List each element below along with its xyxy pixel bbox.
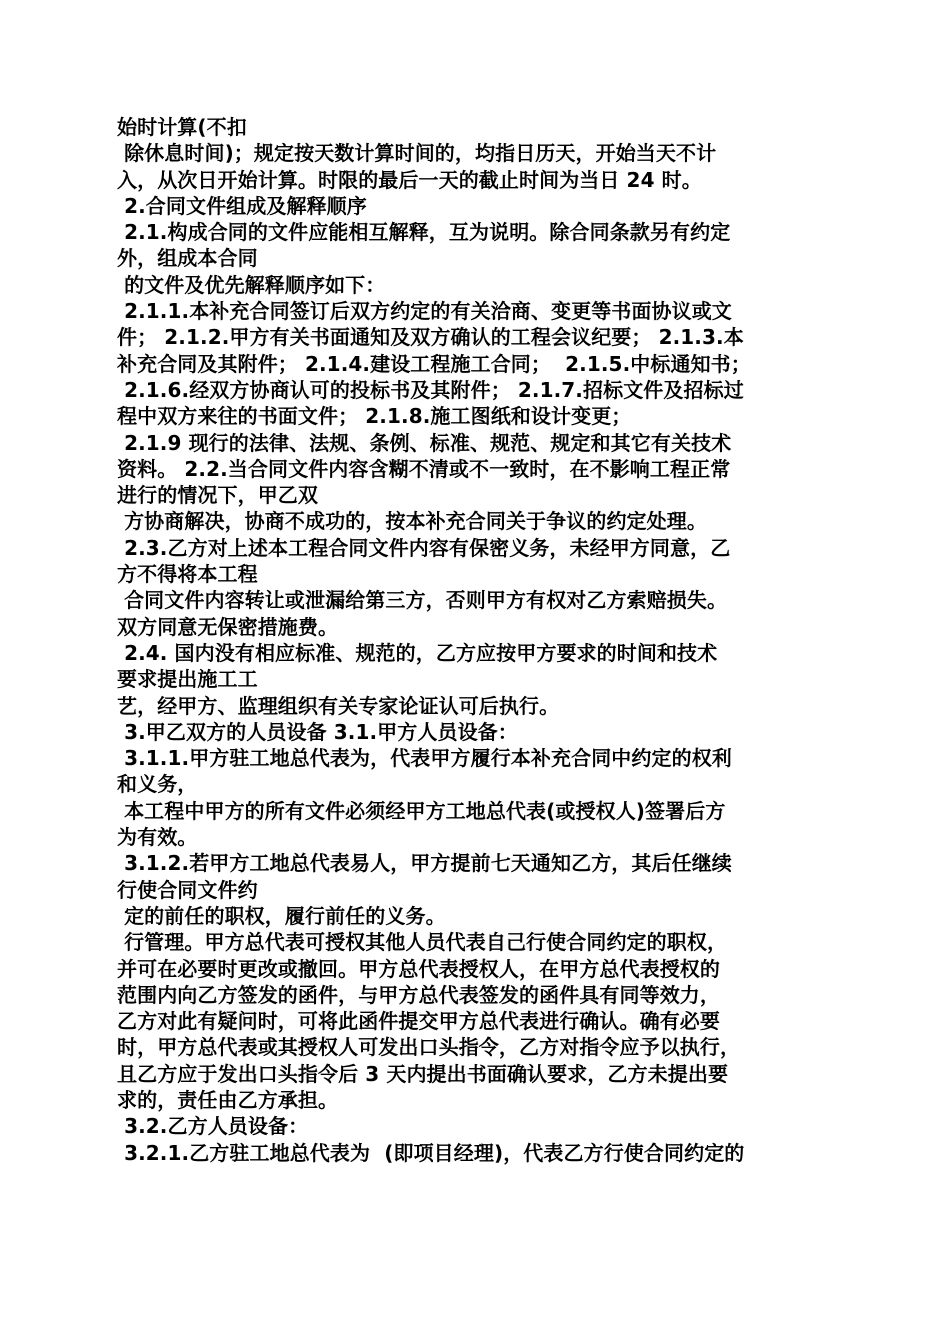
text-line: 除休息时间)；规定按天数计算时间的，均指日历天，开始当天不计 — [117, 141, 717, 166]
text-line: 进行的情况下，甲乙双 — [117, 483, 318, 508]
text-line: 入，从次日开始计算。时限的最后一天的截止时间为当日 24 时。 — [117, 167, 702, 192]
text-line: 艺，经甲方、监理组织有关专家论证认可后执行。 — [117, 693, 560, 718]
text-line: 和义务， — [117, 772, 198, 797]
text-line: 行使合同文件约 — [117, 877, 258, 902]
text-line: 并可在必要时更改或撤回。甲方总代表授权人，在甲方总代表授权的 — [117, 956, 720, 981]
text-line: 2.1.1.本补充合同签订后双方约定的有关洽商、变更等书面协议或文 — [117, 299, 732, 324]
text-line: 件； 2.1.2.甲方有关书面通知及双方确认的工程会议纪要； 2.1.3.本 — [117, 325, 744, 350]
text-line: 合同文件内容转让或泄漏给第三方，否则甲方有权对乙方索赔损失。 — [117, 588, 728, 613]
text-line: 始时计算(不扣 — [117, 115, 247, 139]
text-line: 3.2.乙方人员设备： — [117, 1114, 309, 1139]
text-line: 2.4. 国内没有相应标准、规范的，乙方应按甲方要求的时间和技术 — [117, 640, 718, 665]
text-line: 定的前任的职权，履行前任的义务。 — [117, 903, 446, 928]
text-line: 方不得将本工程 — [117, 562, 258, 587]
text-line: 本工程中甲方的所有文件必须经甲方工地总代表(或授权人)签署后方 — [117, 798, 726, 823]
text-line: 2.1.构成合同的文件应能相互解释，互为说明。除合同条款另有约定 — [117, 220, 731, 245]
text-line: 双方同意无保密措施费。 — [117, 614, 339, 639]
text-line: 3.甲乙双方的人员设备 3.1.甲方人员设备： — [117, 719, 518, 744]
text-line: 要求提出施工工 — [117, 667, 258, 692]
text-line: 乙方对此有疑问时，可将此函件提交甲方总代表进行确认。确有必要 — [117, 1009, 720, 1034]
text-line: 且乙方应于发出口头指令后 3 天内提出书面确认要求，乙方未提出要 — [117, 1061, 729, 1086]
text-line: 2.合同文件组成及解释顺序 — [117, 193, 367, 218]
text-line: 行管理。甲方总代表可授权其他人员代表自己行使合同约定的职权， — [117, 930, 728, 955]
text-line: 3.1.2.若甲方工地总代表易人，甲方提前七天通知乙方，其后任继续 — [117, 851, 732, 876]
text-line: 3.1.1.甲方驻工地总代表为，代表甲方履行本补充合同中约定的权利 — [117, 746, 732, 771]
text-line: 3.2.1.乙方驻工地总代表为 (即项目经理)，代表乙方行使合同约定的 — [117, 1140, 745, 1165]
text-line: 外，组成本合同 — [117, 246, 258, 271]
text-line: 补充合同及其附件； 2.1.4.建设工程施工合同； 2.1.5.中标通知书； — [117, 351, 751, 376]
text-line: 范围内向乙方签发的函件，与甲方总代表签发的函件具有同等效力， — [117, 982, 720, 1007]
text-line: 程中双方来往的书面文件； 2.1.8.施工图纸和设计变更； — [117, 404, 632, 429]
text-line: 为有效。 — [117, 825, 198, 850]
text-line: 2.3.乙方对上述本工程合同文件内容有保密义务，未经甲方同意，乙 — [117, 535, 731, 560]
text-line: 的文件及优先解释顺序如下： — [117, 272, 386, 297]
document-body — [117, 114, 837, 1166]
text-line: 资料。 2.2.当合同文件内容含糊不清或不一致时，在不影响工程正常 — [117, 456, 731, 481]
text-line: 求的，责任由乙方承担。 — [117, 1087, 339, 1112]
text-line: 2.1.6.经双方协商认可的投标书及其附件； 2.1.7.招标文件及招标过 — [117, 377, 744, 402]
text-line: 时，甲方总代表或其授权人可发出口头指令，乙方对指令应予以执行， — [117, 1035, 741, 1060]
text-line: 方协商解决，协商不成功的，按本补充合同关于争议的约定处理。 — [117, 509, 707, 534]
text-line: 2.1.9 现行的法律、法规、条例、标准、规范、规定和其它有关技术 — [117, 430, 732, 455]
